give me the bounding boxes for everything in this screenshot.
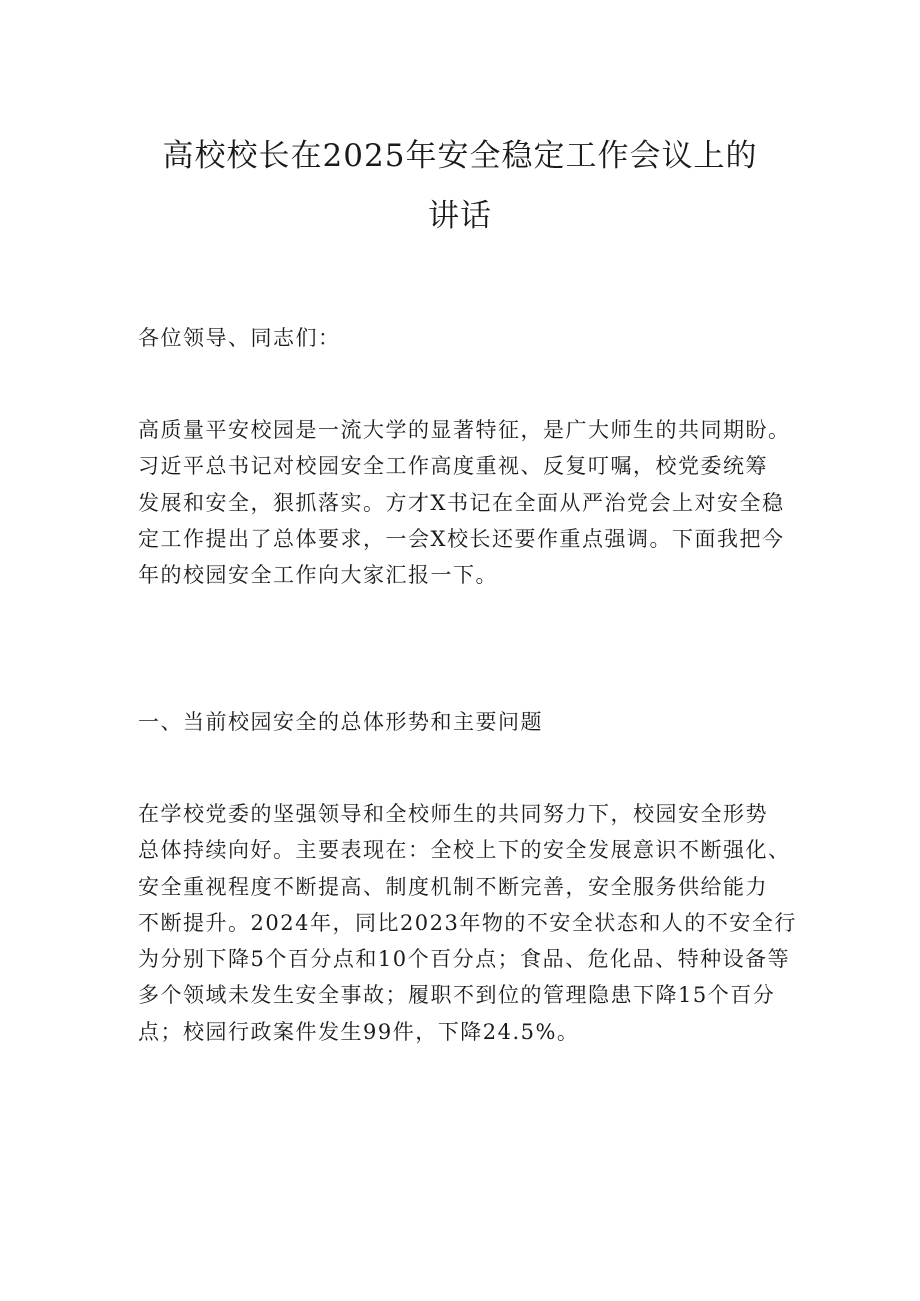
paragraph-line: 总体持续向好。主要表现在：全校上下的安全发展意识不断强化、 [138,838,791,863]
paragraph-line: 发展和安全，狠抓落实。方才X书记在全面从严治党会上对安全稳 [138,490,785,515]
paragraph-1 [138,412,798,593]
document-title-line-1: 高校校长在2025年安全稳定工作会议上的 [162,138,758,174]
paragraph-line: 为分别下降5个百分点和10个百分点；食品、危化品、特种设备等 [138,947,791,972]
paragraph-line: 在学校党委的坚强领导和全校师生的共同努力下，校园安全形势 [138,802,768,826]
paragraph-line: 定工作提出了总体要求，一会X校长还要作重点强调。下面我把今 [138,526,785,551]
paragraph-line: 多个领域未发生安全事故；履职不到位的管理隐患下降15个百分 [138,983,776,1008]
paragraph-2 [138,796,798,1050]
paragraph-line: 安全重视程度不断提高、制度机制不断完善，安全服务供给能力 [138,874,768,899]
paragraph-line: 习近平总书记对校园安全工作高度重视、反复叮嘱，校党委统筹 [138,454,768,479]
paragraph-line: 不断提升。2024年，同比2023年物的不安全状态和人的不安全行 [138,910,797,935]
paragraph-line: 高质量平安校园是一流大学的显著特征，是广大师生的共同期盼。 [138,418,791,442]
section-heading: 一、当前校园安全的总体形势和主要问题 [138,710,543,734]
paragraph-line: 点；校园行政案件发生99件，下降24.5%。 [138,1019,580,1044]
salutation: 各位领导、同志们： [138,326,341,350]
paragraph-line: 年的校园安全工作向大家汇报一下。 [138,563,498,588]
document-title-line-2: 讲话 [428,198,492,234]
